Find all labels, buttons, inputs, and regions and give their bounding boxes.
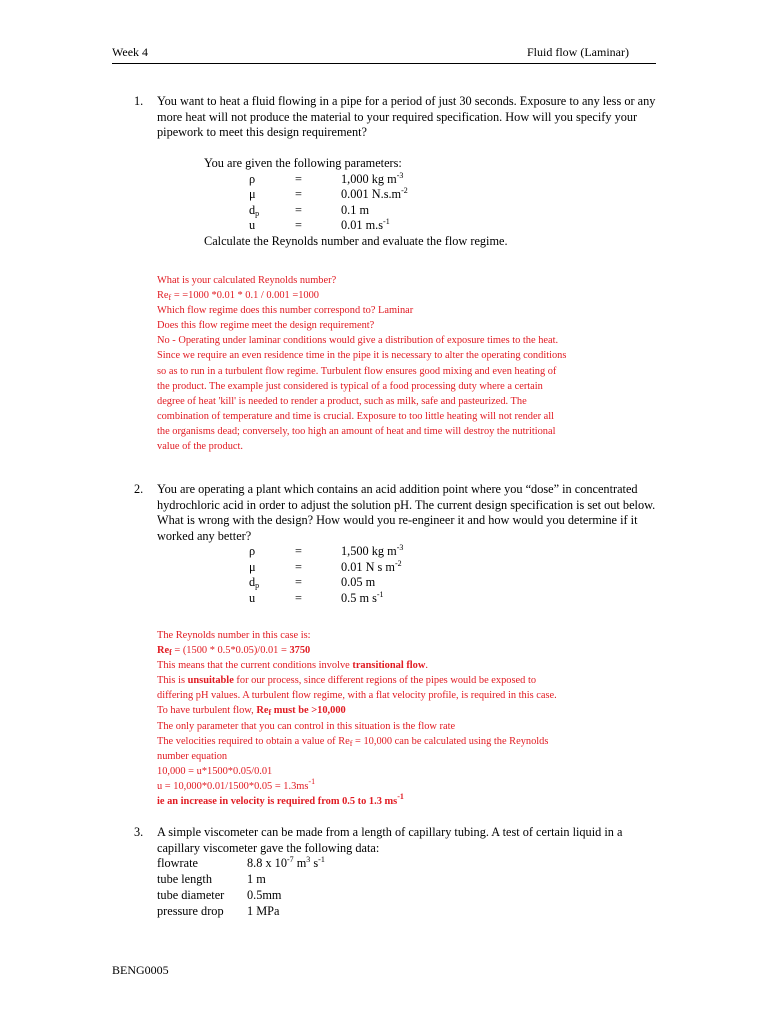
parameter-row: ρ = 1,500 kg $m^{-3}$ [249,543,404,558]
question-text: A simple viscometer can be made from a length of capillary tubing. A test of certain liquid in a capillary viscometer gave the following data: [157,825,623,855]
question-2 [112,482,656,606]
parameter-intro: You are given the following parameters: [204,156,402,170]
header-week: Week 4 [112,45,149,59]
data-row: tube length 1 m [157,872,266,886]
parameter-row: μ = 0.01 N s $m^{-2}$ [249,558,402,574]
parameter-row: μ = 0.001 $N.s.m^{-2}$ [249,186,408,201]
question-instruction: Calculate the Reynolds number and evaluate the flow regime. [204,233,508,248]
question-3 [112,825,656,920]
answer-1: What is your calculated Reynolds number? $Re_f = =1000$ *0.01 * 0.1 / 0.001 =1000 Which flow regime does this number correspond to? Laminar Does this flow regime meet the design requirement? No - Operating under laminar conditions would give a distribution of exposure times to the heat. Since we require an even residence time in the pipe it is necessary to alter the operating conditions so as to run in a turbulent flow regime. Turbulent flow ensures good mixing and even heating of the product. The example just considered is typical of a food processing duty where a certain degree of heat 'kill' is needed to render a product, such as milk, safe and pasteurized. The combination of temperature and time is crucial. Exposure to too little heating will not render all the organisms dead; conversely, too high an amount of heat and time will destroy the nutritional value of the product. [157,275,567,453]
data-row: flowrate 8.8 x $10^{-7}$ $m^3$ $s^{-1}$ [157,855,325,870]
parameter-list [157,156,656,249]
question-text: You are operating a plant which contains an acid addition point where you “dose” in concentrated hydrochloric acid in order to adjust the solution pH. The current design specification is set out below. What is wrong with the design? How would you re-engineer it and how would you determine if it worked any better? [157,482,656,543]
question-1 [112,94,656,249]
question-number: 3. [134,825,144,839]
viscometer-data [157,856,656,920]
header-topic: Fluid flow (Laminar) [527,45,629,59]
parameter-row: u = 0.5 m $s^{-1}$ [249,589,384,605]
question-text: You want to heat a fluid flowing in a pipe for a period of just 30 seconds. Exposure to any less or any more heat will not produce the material to your required specification. How will you specify your pipework to meet this design requirement? [157,94,656,139]
parameter-row: $d_p$ = 0.1 m [249,202,370,218]
data-row: pressure drop 1 MPa [157,904,280,918]
answer-2: The Reynolds number in this case is: $Re_f = (1500 * 0.5*0.05)/0.01 = 3750$ This means that the current conditions involve transitional flow. This is unsuitable for our process, since different regions of the pipes would be exposed to differing pH values. A turbulent flow regime, with a flat velocity profile, is required in this case. To have turbulent flow, $Re_f$ must be >10,000 The only parameter that you can control in this situation is the flow rate The velocities required to obtain a value of $Re_f = 10,000$ can be calculated using the Reynolds number equation 10,000 = u*1500*0.05/0.01 $u = 10,000*0.01/1500*0.05 = 1.3ms^{-1}$ ie an increase in velocity is required from 0.5 to 1.3 $ms^{-1}$ [157,630,557,808]
parameter-row: $d_p$ = 0.05 m [249,575,376,590]
data-row: tube diameter 0.5mm [157,888,282,902]
parameter-row: ρ = 1,000 kg $m^{-3}$ [249,170,404,186]
footer-course-code: BENG0005 [112,963,169,977]
parameter-row: u = 0.01 $m.s^{-1}$ [249,217,390,232]
parameter-list [157,544,656,606]
question-number: 2. [134,482,144,496]
question-number: 1. [134,94,144,108]
header-rule [112,63,656,64]
